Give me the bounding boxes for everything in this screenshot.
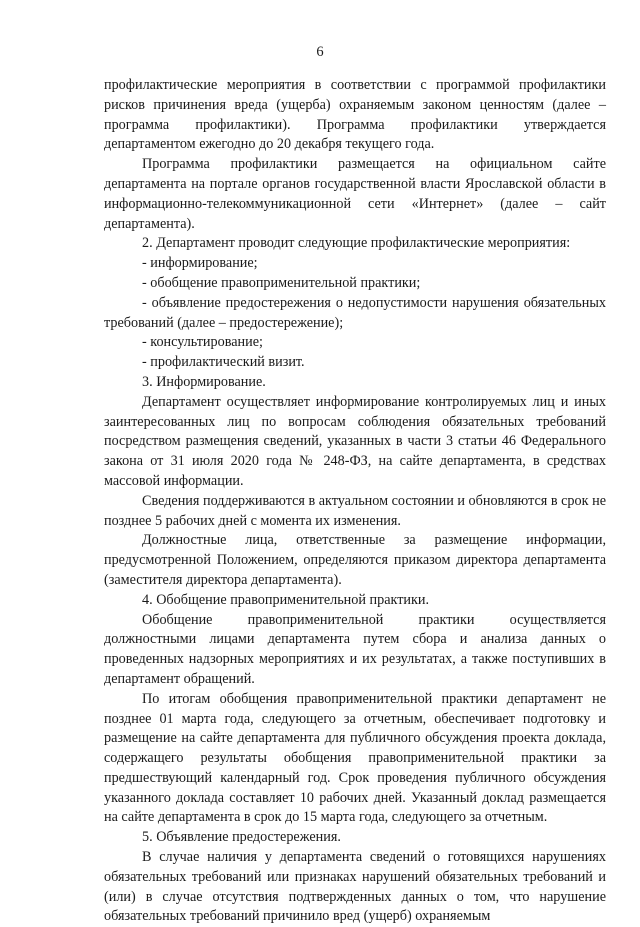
paragraph: Обобщение правоприменительной практики осуществляется должностными лицами департамента путем сбора и анализа данных о проведенных надзорных мероприятиях и их результатах, а также поступивших в департамент обращений. [104,611,606,687]
paragraph: Должностные лица, ответственные за размещение информации, предусмотренной Положением, определяются приказом директора департамента (заместителя директора департамента). [104,532,606,588]
paragraph: Программа профилактики размещается на официальном сайте департамента на портале органов государственной власти Ярославской области в информационно-телекоммуникационной сети «Интернет» (далее – сайт департамента). [104,156,606,232]
list-item: - объявление предостережения о недопустимости нарушения обязательных требований (далее – предостережение); [104,294,606,331]
section-heading: 3. Информирование. [142,373,266,390]
section-heading: 4. Обобщение правоприменительной практики. [142,591,430,608]
page-number: 6 [316,44,324,60]
document-body [104,76,606,927]
list-item: - информирование; [142,255,258,272]
list-item: - консультирование; [142,334,263,351]
paragraph: Департамент осуществляет информирование контролируемых лиц и иных заинтересованных лиц по вопросам соблюдения обязательных требований посредством размещения сведений, указанных в части 3 статьи 46 Федерального закона от 31 июля 2020 года № 248-ФЗ, на сайте департамента, в средствах массовой информации. [104,393,606,489]
paragraph: Сведения поддерживаются в актуальном состоянии и обновляются в срок не позднее 5 рабочих дней с момента их изменения. [104,492,606,529]
paragraph: В случае наличия у департамента сведений о готовящихся нарушениях обязательных требований или признаках нарушений обязательных требований и (или) в случае отсутствия подтвержденных данных о том, что нарушение обязательных требований причинило вред (ущерб) охраняемым [104,849,606,925]
list-item: - обобщение правоприменительной практики; [142,274,421,291]
section-heading: 2. Департамент проводит следующие профилактические мероприятия: [142,235,571,252]
section-heading: 5. Объявление предостережения. [142,829,341,846]
paragraph: профилактические мероприятия в соответствии с программой профилактики рисков причинения вреда (ущерба) охраняемым законом ценностям (далее – программа профилактики). Программа профилактики утверждается департаментом ежегодно до 20 декабря текущего года. [104,77,606,153]
paragraph: По итогам обобщения правоприменительной практики департамент не позднее 01 марта года, следующего за отчетным, обеспечивает подготовку и размещение на сайте департамента для публичного обсуждения проекта доклада, содержащего результаты обобщения правоприменительной практики за предшествующий календарный год. Срок проведения публичного обсуждения указанного доклада составляет 10 рабочих дней. Указанный доклад размещается на сайте департамента в срок до 15 марта года, следующего за отчетным. [104,690,606,826]
list-item: - профилактический визит. [142,354,305,371]
